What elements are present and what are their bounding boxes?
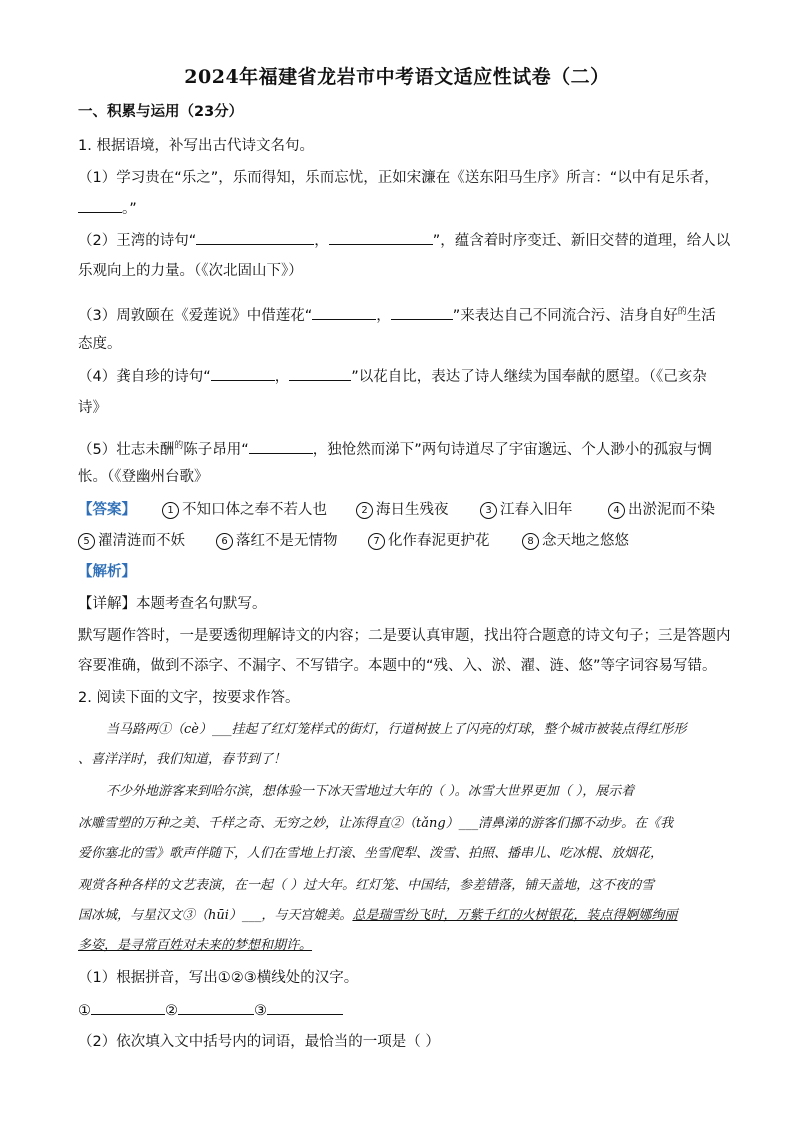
- q1-item-5-mid: 陈子昂用“: [183, 441, 249, 458]
- underlined-sentence: 总是瑞雪纷飞时，万紫千红的火树银花，装点得婀娜绚丽: [352, 908, 678, 923]
- q2-blanks: [78, 1000, 343, 1021]
- passage-line: 、喜洋洋时，我们知道，春节到了！: [78, 752, 287, 767]
- answer-blank: [289, 366, 351, 381]
- q1-item-3-mid: ，: [376, 307, 391, 324]
- q1-item-5-de: 的: [174, 441, 184, 451]
- answer-num: 6: [216, 533, 233, 550]
- answer-num: 7: [368, 533, 385, 550]
- passage-line: 爱你塞北的雪》歌声伴随下，人们在雪地上打滚、坐雪爬犁、泼雪、拍照、播串儿、吃冰棍、放烟花，: [78, 846, 664, 861]
- q1-item-5-post: ，独怆然而涕下”两句诗道尽了宇宙邈远、个人渺小的孤寂与惆: [312, 441, 712, 458]
- q1-item-1-cont: [78, 198, 137, 219]
- answer-text: 海日生残夜: [376, 502, 449, 518]
- answer-text: 不知口体之奉不若人也: [182, 502, 327, 518]
- answer-item: [480, 500, 573, 520]
- section-heading: 一、积累与运用（23分）: [78, 104, 244, 120]
- page-title: 2024年福建省龙岩市中考语文适应性试卷（二）: [184, 66, 610, 88]
- passage-line: 观赏各种各样的文艺表演，在一起（ ）过大年。红灯笼、中国结，参差错落，铺天盖地，这不夜的雪: [78, 878, 655, 893]
- q1-item-4-mid: ，: [274, 369, 290, 385]
- q1-item-1-end: 。”: [122, 201, 137, 217]
- blank-marker: ②: [165, 1003, 178, 1019]
- q1-item-3: [78, 302, 716, 326]
- q1-item-3-post: ”来表达自己不同流合污、洁身自好: [452, 307, 678, 324]
- analysis-detail: 【详解】本题考查名句默写。: [78, 596, 267, 612]
- answer-blank: [178, 1000, 254, 1015]
- answer-num: 1: [162, 502, 179, 519]
- passage-line: 冰雕雪塑的万种之美、千样之奇、无穷之妙，让冻得直②（tǎng）___清鼻涕的游客们挪不动步。在《我: [78, 816, 674, 831]
- analysis-text-1: 默写题作答时，一是要透彻理解诗文的内容；二是要认真审题，找出符合题意的诗文句子；三是答题内: [78, 628, 731, 644]
- q2-sub-2: （2）依次填入文中括号内的词语，最恰当的一项是（ ）: [78, 1034, 440, 1050]
- answer-blank: [391, 305, 453, 320]
- q1-item-4-pre: （4）龚自珍的诗句“: [78, 369, 211, 385]
- answer-blank: [312, 305, 376, 320]
- question-2-stem: 2. 阅读下面的文字，按要求作答。: [78, 690, 300, 706]
- q1-item-4-post: ”以花自比，表达了诗人继续为国奉献的愿望。（《己亥杂: [351, 369, 707, 385]
- answer-num: 3: [480, 502, 497, 519]
- answer-item: [78, 531, 185, 551]
- passage-line: 不少外地游客来到哈尔滨，想体验一下冰天雪地过大年的（ ）。冰雪大世界更加（ ），展示着: [106, 784, 635, 799]
- answer-blank: [78, 198, 122, 213]
- blank-marker: ③: [254, 1003, 267, 1019]
- q1-item-3-pre: （3）周敦颐在《爱莲说》中借莲花“: [78, 307, 313, 324]
- question-1-stem: 1. 根据语境，补写出古代诗文名句。: [78, 138, 314, 154]
- answer-blank: [211, 366, 275, 381]
- answer-blank: [196, 230, 314, 245]
- q1-item-5-cont: 怅。（《登幽州台歌》: [78, 469, 209, 485]
- q1-item-3-de: 的: [677, 307, 687, 317]
- q2-sub-1: （1）根据拼音，写出①②③横线处的汉字。: [78, 970, 359, 986]
- q1-item-5-pre: （5）壮志未酬: [78, 441, 175, 458]
- analysis-text-2: 容要准确，做到不添字、不漏字、不写错字。本题中的“残、入、淤、濯、涟、悠”等字词容易写错。: [78, 658, 717, 674]
- answer-text: 念天地之悠悠: [542, 533, 629, 549]
- answer-item: [368, 531, 490, 551]
- answer-text: 出淤泥而不染: [628, 502, 715, 518]
- answer-item: [216, 531, 338, 551]
- answer-num: 4: [608, 502, 625, 519]
- answer-text: 江春入旧年: [500, 502, 573, 518]
- blank-marker: ①: [78, 1003, 91, 1019]
- answer-item: [522, 531, 629, 551]
- answer-text: 化作春泥更护花: [388, 533, 490, 549]
- q1-item-5: [78, 436, 712, 460]
- answer-blank: [91, 1000, 165, 1015]
- q1-item-1-text: （1）学习贵在“乐之”，乐而得知，乐而忘忧，正如宋濂在《送东阳马生序》所言：“以中有足乐者，: [78, 170, 719, 186]
- answer-blank: [329, 230, 433, 245]
- q1-item-2-pre: （2）王湾的诗句“: [78, 233, 197, 249]
- answer-label: 【答案】: [78, 502, 136, 518]
- answer-blank: [249, 439, 313, 454]
- answer-text: 落红不是无情物: [236, 533, 338, 549]
- passage-line: [78, 906, 677, 926]
- q1-item-2: [78, 230, 730, 251]
- answer-row-1: [78, 500, 715, 520]
- q1-item-4: [78, 366, 707, 387]
- passage-text: 国冰城，与星汉文③（hūi）___，与天宫媲美。: [78, 908, 353, 923]
- answer-item: [356, 500, 449, 520]
- answer-item: [608, 500, 715, 520]
- answer-text: 濯清涟而不妖: [98, 533, 185, 549]
- answer-item: [162, 500, 327, 520]
- q1-item-2-cont: 乐观向上的力量。（《次北固山下》）: [78, 263, 303, 279]
- answer-num: 8: [522, 533, 539, 550]
- q1-item-3-end: 生活: [686, 307, 716, 324]
- answer-blank: [267, 1000, 343, 1015]
- q1-item-2-post: ”，蕴含着时序变迁、新旧交替的道理，给人以: [432, 233, 731, 249]
- q1-item-4-cont: 诗》: [78, 400, 107, 416]
- answer-num: 5: [78, 533, 95, 550]
- answer-num: 2: [356, 502, 373, 519]
- q1-item-1: [78, 168, 719, 188]
- passage-line: 当马路两①（cè）___挂起了红灯笼样式的街灯，行道树披上了闪亮的灯球，整个城市被装点得红彤形: [106, 722, 687, 737]
- q1-item-3-cont: 态度。: [78, 336, 122, 352]
- analysis-label: 【解析】: [78, 564, 136, 580]
- q1-item-2-mid: ，: [314, 233, 329, 249]
- underlined-sentence: 多姿，是寻常百姓对未来的梦想和期许。: [78, 938, 313, 953]
